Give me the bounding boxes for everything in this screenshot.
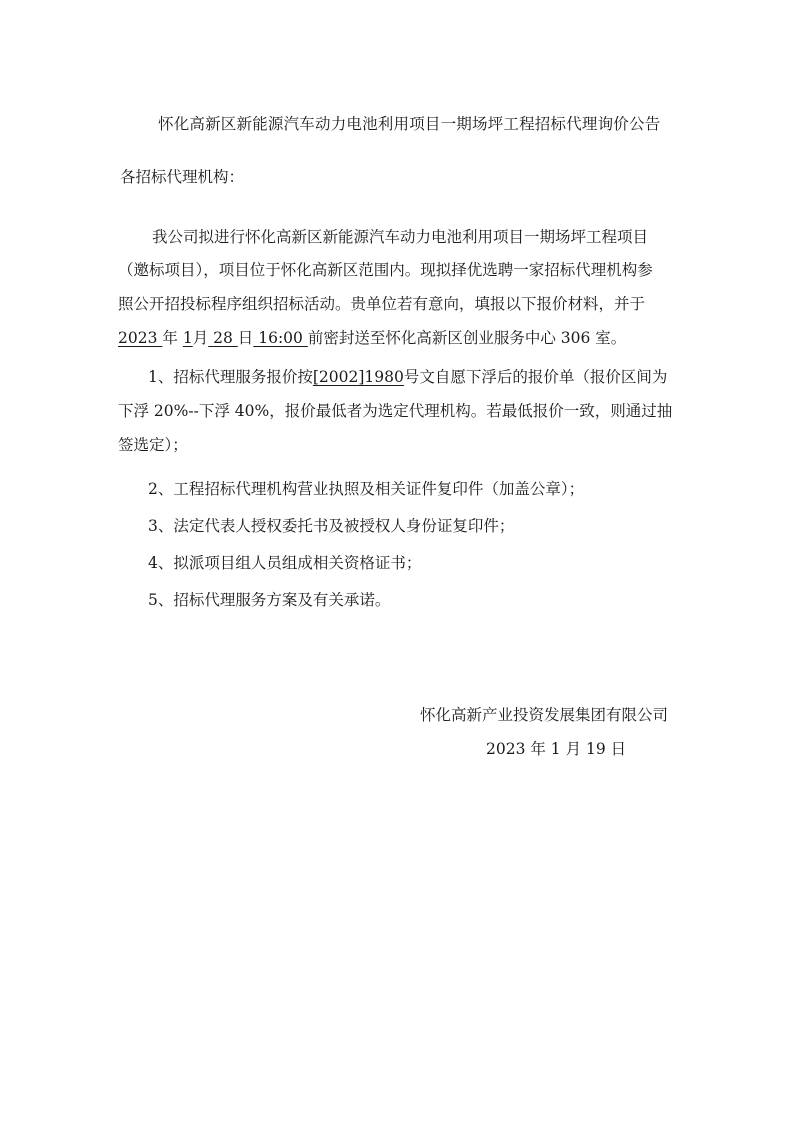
submission-deadline-line	[118, 326, 626, 348]
item-2: 2、工程招标代理机构营业执照及相关证件复印件（加盖公章）；	[148, 480, 585, 498]
paragraph-1-line-1	[152, 225, 648, 247]
project-name: 怀化高新区新能源汽车动力电池利用项目一期场坪工程项目	[245, 228, 649, 246]
item-4: 4、拟派项目组人员组成相关资格证书；	[148, 554, 422, 572]
item-1-line-3: 签选定）；	[118, 436, 188, 454]
paragraph-1-line-3: 照公开招投标程序组织招标活动。贵单位若有意向，填报以下报价材料，并于	[118, 295, 646, 313]
deadline-month-unit: 月	[192, 329, 209, 347]
item-1-prefix: 1、招标代理服务报价按	[148, 368, 313, 386]
deadline-year: 2023	[118, 329, 163, 347]
deadline-year-unit: 年	[162, 329, 178, 347]
salutation: 各招标代理机构：	[120, 168, 245, 186]
paragraph-1-line-2: （邀标项目），项目位于怀化高新区范围内。现拟择优选聘一家招标代理机构参	[118, 261, 653, 279]
issue-date: 2023 年 1 月 19 日	[486, 740, 627, 758]
deadline-suffix: 前密封送至怀化高新区创业服务中心 306 室。	[307, 329, 627, 347]
item-1-line-1	[148, 365, 667, 387]
issuer-signature: 怀化高新产业投资发展集团有限公司	[420, 706, 669, 724]
item-1-rest: 号文自愿下浮后的报价单（报价区间为	[403, 368, 668, 386]
deadline-month: 1	[182, 329, 193, 347]
item-1-line-2: 下浮 20%--下浮 40%，报价最低者为选定代理机构。若最低报价一致，则通过抽	[118, 402, 673, 420]
document-title: 怀化高新区新能源汽车动力电池利用项目一期场坪工程招标代理询价公告	[158, 115, 661, 133]
paragraph-1-prefix: 我公司拟进行	[152, 228, 246, 246]
item-1-doc-ref: [2002]1980	[312, 368, 404, 386]
item-5: 5、招标代理服务方案及有关承诺。	[148, 591, 391, 609]
deadline-time: 16:00	[253, 329, 308, 347]
item-3: 3、法定代表人授权委托书及被授权人身份证复印件；	[148, 517, 515, 535]
deadline-day: 28	[208, 329, 238, 347]
deadline-day-unit: 日	[237, 329, 254, 347]
